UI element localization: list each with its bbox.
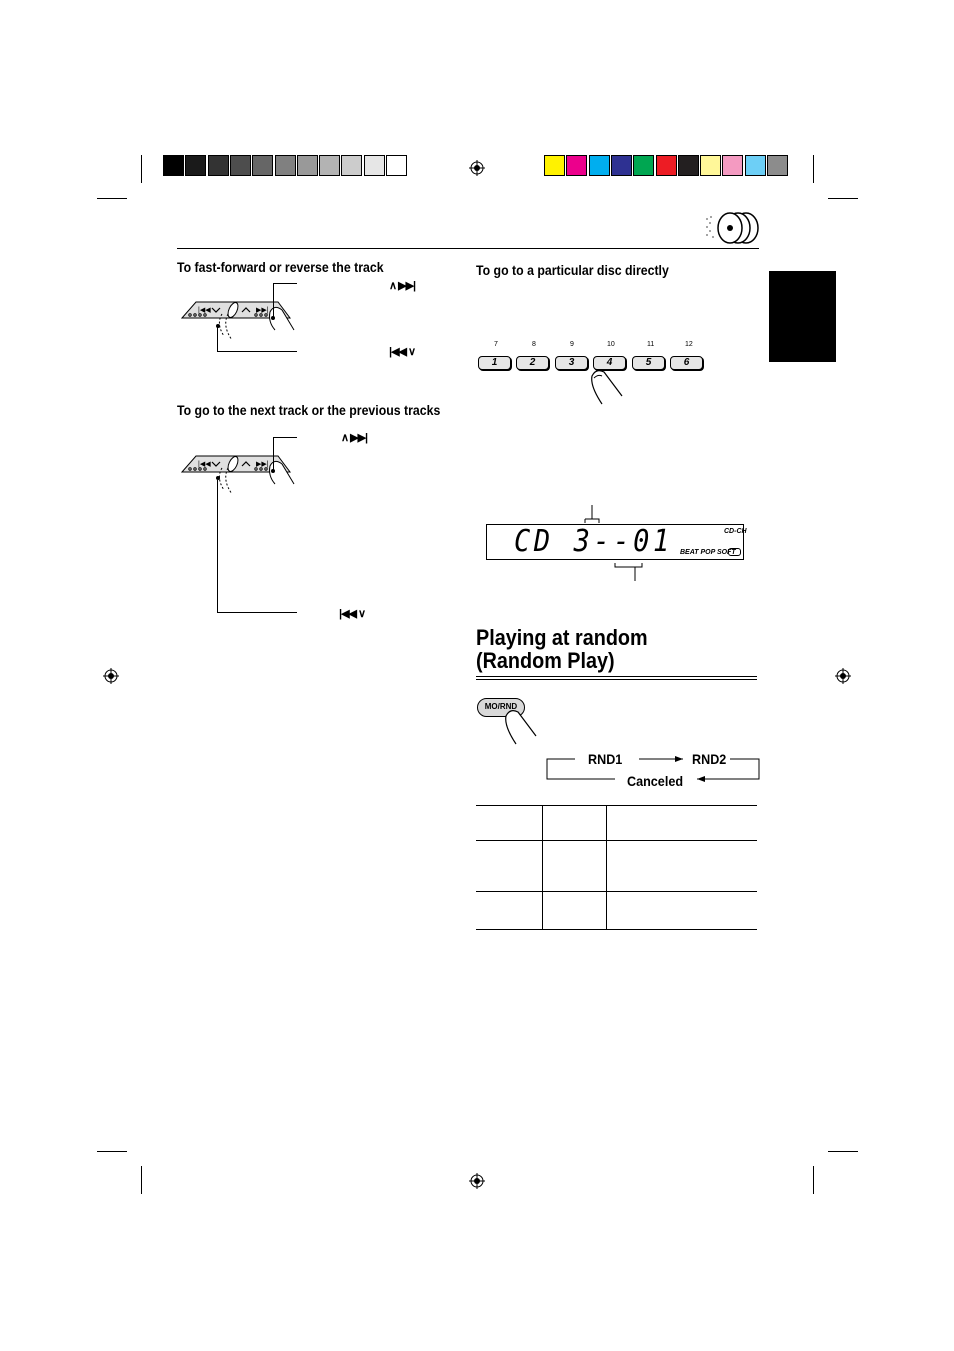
trim-mark (141, 155, 142, 183)
leader-line (217, 612, 297, 613)
disc-button-label: 1 (491, 357, 498, 368)
registration-mark-icon (103, 668, 119, 684)
language-tab (769, 271, 836, 362)
color-swatch (745, 155, 766, 176)
table-rule (476, 805, 757, 806)
disc-button-label: 4 (606, 357, 613, 368)
finger-press-icon (496, 706, 540, 746)
svg-text:▶▶|: ▶▶| (256, 307, 269, 314)
cd-changer-icon (704, 211, 760, 245)
lcd-main-text: CD 3--01 (514, 524, 673, 559)
leader-line (217, 480, 218, 613)
color-swatch (544, 155, 565, 176)
trim-mark (828, 1151, 858, 1152)
svg-text:▶▶|: ▶▶| (256, 461, 269, 468)
disc-button-label: 6 (683, 357, 690, 368)
table-divider (542, 805, 543, 929)
table-rule (476, 840, 757, 841)
color-swatch (678, 155, 699, 176)
lcd-mode-box (728, 548, 741, 556)
disc-number-label: 7 (494, 341, 498, 348)
heading-particular-disc: To go to a particular disc directly (476, 262, 669, 278)
trim-mark (141, 1166, 142, 1194)
disc-number-label: 9 (570, 341, 574, 348)
section-rule (177, 248, 759, 249)
rnd2-label: RND2 (692, 751, 727, 767)
color-swatch (252, 155, 273, 176)
color-swatch (656, 155, 677, 176)
color-swatch (386, 155, 407, 176)
registration-mark-icon (469, 160, 485, 176)
color-swatch (364, 155, 385, 176)
leader-line (273, 437, 274, 472)
disc-number-label: 12 (685, 341, 693, 348)
color-swatch (722, 155, 743, 176)
heading-next-track: To go to the next track or the previous tracks (177, 402, 441, 418)
table-rule (476, 929, 757, 930)
color-swatch (185, 155, 206, 176)
registration-mark-icon (835, 668, 851, 684)
lcd-sound-modes: BEAT POP SOFT (680, 549, 736, 556)
up-forward-icon: ∧ ▶▶| (341, 432, 368, 444)
title-line-2: (Random Play) (476, 648, 615, 673)
back-down-icon: |◀◀ ∨ (339, 608, 366, 620)
back-down-icon: |◀◀ ∨ (389, 346, 416, 358)
disc-number-label: 11 (647, 341, 655, 348)
color-swatch (163, 155, 184, 176)
disc-button-2[interactable] (516, 356, 549, 370)
trim-mark (828, 198, 858, 199)
svg-text:|◀◀: |◀◀ (198, 461, 211, 468)
track-buttons-illustration (178, 438, 308, 508)
random-play-title (476, 626, 648, 672)
disc-button-label: 3 (568, 357, 575, 368)
color-swatch (589, 155, 610, 176)
rnd1-label: RND1 (588, 751, 623, 767)
title-rule (476, 676, 757, 677)
disc-number-label: 10 (607, 341, 615, 348)
table-rule (476, 891, 757, 892)
color-swatch (319, 155, 340, 176)
leader-line (217, 326, 218, 352)
disc-button-label: 2 (529, 357, 536, 368)
leader-line (273, 283, 274, 319)
color-swatch (230, 155, 251, 176)
trim-mark (813, 1166, 814, 1194)
trim-mark (813, 155, 814, 183)
registration-mark-icon (469, 1173, 485, 1189)
svg-text:|◀◀: |◀◀ (198, 307, 211, 314)
color-swatch (566, 155, 587, 176)
disc-number-label: 8 (532, 341, 536, 348)
lcd-cd-ch-indicator: CD-CH (724, 528, 747, 535)
color-swatch (275, 155, 296, 176)
title-rule (476, 679, 757, 680)
color-swatch (611, 155, 632, 176)
up-forward-icon: ∧ ▶▶| (389, 280, 416, 292)
disc-button-5[interactable] (632, 356, 665, 370)
disc-button-label: 5 (645, 357, 652, 368)
color-swatch (341, 155, 362, 176)
leader-line (217, 351, 297, 352)
disc-button-6[interactable] (670, 356, 703, 370)
table-divider (606, 805, 607, 929)
heading-fast-forward: To fast-forward or reverse the track (177, 259, 384, 275)
color-swatch (633, 155, 654, 176)
leader-line (273, 437, 297, 438)
color-swatch (297, 155, 318, 176)
color-swatch (767, 155, 788, 176)
canceled-label: Canceled (627, 773, 684, 789)
title-line-1: Playing at random (476, 625, 648, 650)
disc-button-1[interactable] (478, 356, 511, 370)
mode-cycle-arrows (545, 755, 763, 785)
color-swatch (700, 155, 721, 176)
track-buttons-illustration (178, 284, 308, 354)
trim-mark (97, 198, 127, 199)
display-callout (580, 505, 650, 585)
leader-line (273, 283, 297, 284)
trim-mark (97, 1151, 127, 1152)
mo-rnd-button-label: MO/RND (484, 702, 518, 711)
finger-press-icon (582, 366, 626, 406)
color-swatch (208, 155, 229, 176)
